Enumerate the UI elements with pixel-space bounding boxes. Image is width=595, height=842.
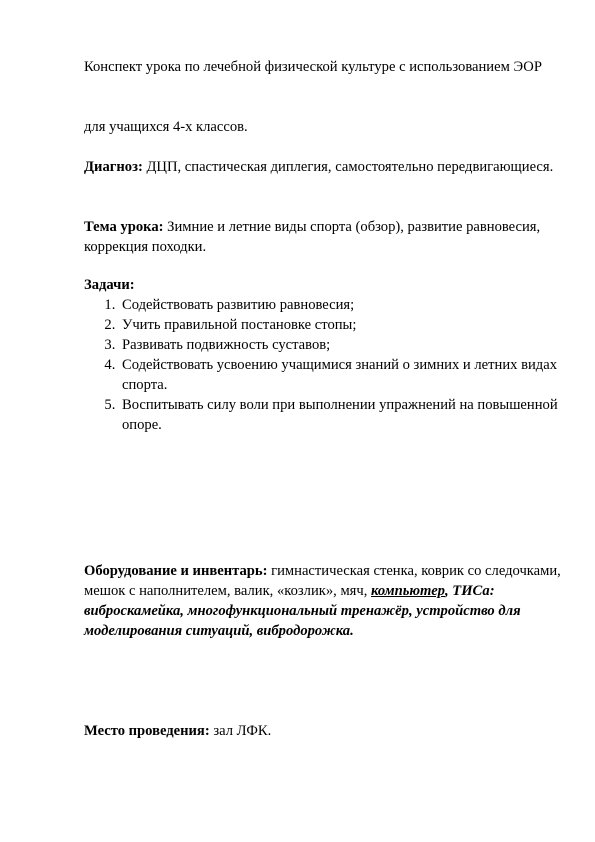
task-item: 5. Воспитывать силу воли при выполнении упражнений на повышенной опоре.: [119, 395, 589, 435]
topic-text: Зимние и летние виды спорта (обзор), развитие равновесия, коррекция походки.: [84, 219, 541, 255]
equipment-tisa: ТИСа: [452, 583, 490, 599]
topic-paragraph: [84, 217, 564, 257]
venue-paragraph: [84, 721, 564, 741]
task-item: 1. Содействовать развитию равновесия;: [119, 295, 589, 315]
venue-label: Место проведения:: [84, 723, 210, 739]
task-item: 4. Содействовать усвоению учащимися знаний о зимних и летних видах спорта.: [119, 355, 589, 395]
lesson-subtitle: для учащихся 4-х классов.: [84, 119, 248, 135]
task-item: 2. Учить правильной постановке стопы;: [119, 315, 589, 335]
equipment-text: гимнастическая стенка, коврик со следочками, мешок с наполнителем, валик, «козлик», мяч,: [84, 563, 561, 599]
task-item: 3. Развивать подвижность суставов;: [119, 335, 589, 355]
equipment-paragraph: [84, 561, 564, 641]
equipment-label: Оборудование и инвентарь:: [84, 563, 268, 579]
lesson-title: Конспект урока по лечебной физической культуре с использованием ЭОР: [84, 59, 542, 75]
equipment-tisa-list: : виброскамейка, многофункциональный тренажёр, устройство для моделирования ситуаций, вибродорожка.: [84, 583, 521, 639]
equipment-computer: компьютер: [371, 583, 445, 599]
diagnosis-paragraph: [84, 157, 564, 177]
diagnosis-text: ДЦП, спастическая диплегия, самостоятельно передвигающиеся.: [142, 159, 554, 175]
equipment-separator: ,: [444, 583, 453, 599]
diagnosis-label: Диагноз:: [84, 159, 143, 175]
tasks-list: [84, 295, 589, 435]
topic-label: Тема урока:: [84, 219, 164, 235]
tasks-label: Задачи:: [84, 277, 135, 293]
venue-text: зал ЛФК.: [209, 723, 272, 739]
